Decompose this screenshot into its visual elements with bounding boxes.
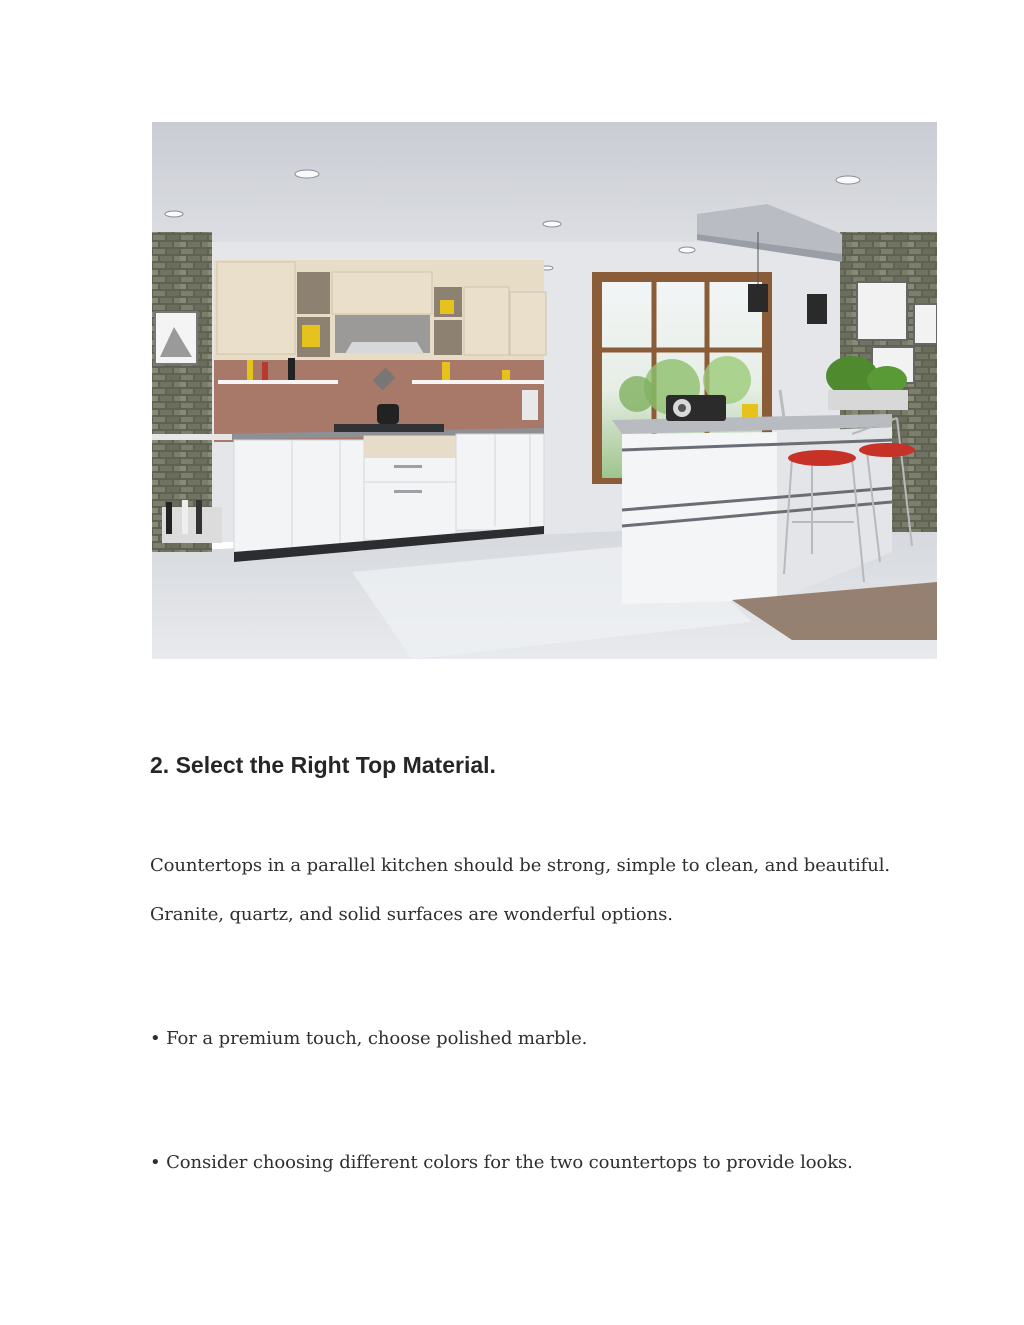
section-heading: 2. Select the Right Top Material. bbox=[150, 752, 496, 778]
kitchen-illustration bbox=[152, 122, 937, 659]
bullet-item: • Consider choosing different colors for the two countertops to provide looks. bbox=[150, 1152, 853, 1173]
paragraph-options: Granite, quartz, and solid surfaces are wonderful options. bbox=[150, 904, 673, 925]
paragraph-countertops: Countertops in a parallel kitchen should be strong, simple to clean, and beautiful. bbox=[150, 855, 891, 876]
kitchen-photo bbox=[152, 122, 937, 659]
bullet-item: • For a premium touch, choose polished marble. bbox=[150, 1028, 588, 1049]
